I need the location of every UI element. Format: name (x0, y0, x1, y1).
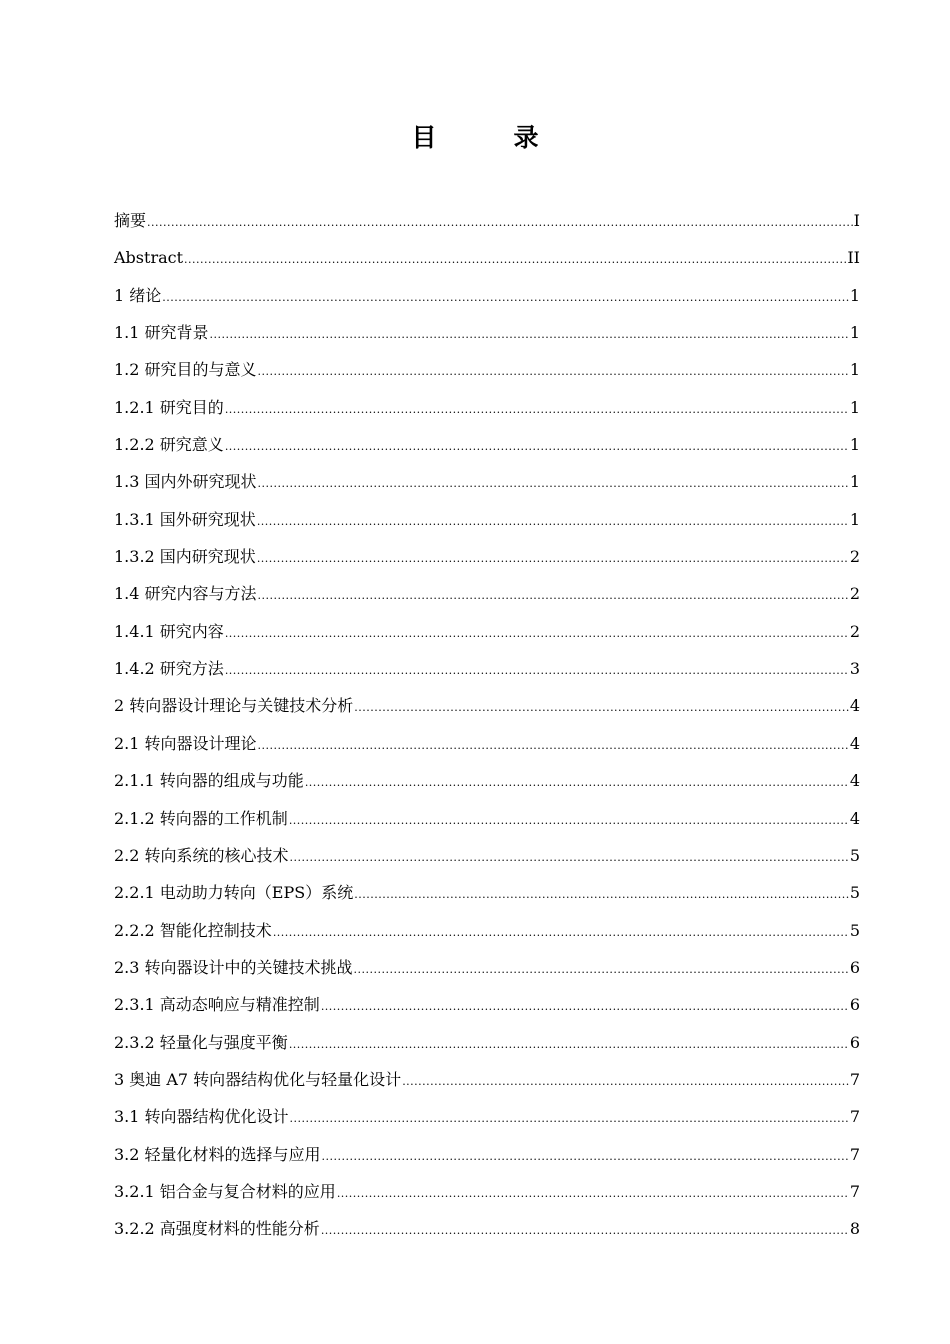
toc-entry[interactable] (114, 1061, 860, 1098)
toc-entry-label: 3.2.1 铝合金与复合材料的应用 (114, 1181, 336, 1201)
toc-entry-page-number: 5 (849, 845, 860, 865)
toc-dot-leader (402, 1063, 849, 1100)
toc-entry[interactable] (114, 1136, 860, 1173)
toc-entry-label: 2.2 转向系统的核心技术 (114, 845, 289, 865)
toc-entry[interactable] (114, 613, 860, 650)
toc-entry-page-number: 1 (849, 323, 860, 343)
toc-entry-label: 3.1 转向器结构优化设计 (114, 1107, 289, 1127)
toc-entry-page-number: 6 (849, 995, 860, 1015)
toc-entry-page-number: 7 (849, 1107, 860, 1127)
toc-entry-label: 1.2 研究目的与意义 (114, 360, 257, 380)
toc-entry[interactable] (114, 426, 860, 463)
toc-entry-page-number: 5 (849, 883, 860, 903)
toc-entry-label: 1.1 研究背景 (114, 323, 209, 343)
toc-entry[interactable] (114, 1173, 860, 1210)
toc-entry[interactable] (114, 463, 860, 500)
toc-entry[interactable] (114, 687, 860, 724)
toc-entry-page-number: 6 (849, 957, 860, 977)
toc-entry-page-number: 7 (849, 1069, 860, 1089)
toc-entry-page-number: 3 (849, 659, 860, 679)
toc-entry[interactable] (114, 949, 860, 986)
toc-entry-label: 1.3.1 国外研究现状 (114, 509, 256, 529)
toc-dot-leader (225, 615, 849, 652)
toc-dot-leader (354, 876, 849, 913)
table-of-contents (114, 202, 860, 1248)
toc-dot-leader (147, 204, 853, 241)
toc-dot-leader (184, 241, 846, 278)
toc-entry[interactable] (114, 314, 860, 351)
toc-entry-page-number: 5 (849, 920, 860, 940)
toc-dot-leader (225, 652, 849, 689)
toc-entry-page-number: I (853, 211, 860, 230)
toc-dot-leader (321, 988, 849, 1025)
toc-title: 目 录 (411, 123, 565, 152)
toc-entry-page-number: 6 (849, 1032, 860, 1052)
toc-entry-page-number: 4 (849, 771, 860, 791)
toc-entry-label: 1.2.1 研究目的 (114, 397, 224, 417)
toc-entry-page-number: 1 (849, 509, 860, 529)
toc-entry-page-number: II (847, 248, 860, 268)
toc-entry[interactable] (114, 277, 860, 314)
toc-entry[interactable] (114, 986, 860, 1023)
toc-entry-page-number: 2 (849, 621, 860, 641)
toc-entry[interactable] (114, 800, 860, 837)
toc-entry-label: 1.4.2 研究方法 (114, 659, 224, 679)
toc-dot-leader (258, 353, 849, 390)
toc-dot-leader (257, 540, 849, 577)
toc-entry-label: 2.2.1 电动助力转向（EPS）系统 (114, 883, 354, 903)
toc-entry-label: 1.4 研究内容与方法 (114, 584, 257, 604)
toc-entry-page-number: 1 (849, 472, 860, 492)
toc-dot-leader (337, 1175, 849, 1212)
toc-entry-label: 2.3.1 高动态响应与精准控制 (114, 995, 320, 1015)
toc-entry-label: 2.2.2 智能化控制技术 (114, 920, 272, 940)
toc-dot-leader (305, 764, 849, 801)
toc-entry[interactable] (114, 874, 860, 911)
toc-dot-leader (225, 391, 849, 428)
toc-entry-label: 2.1.1 转向器的组成与功能 (114, 771, 304, 791)
toc-entry-label: 1 绪论 (114, 285, 162, 305)
toc-entry[interactable] (114, 1210, 860, 1247)
toc-entry-label: 摘要 (114, 211, 147, 230)
toc-entry[interactable] (114, 762, 860, 799)
toc-entry[interactable] (114, 725, 860, 762)
toc-entry[interactable] (114, 1024, 860, 1061)
toc-dot-leader (290, 1100, 849, 1137)
toc-entry[interactable] (114, 389, 860, 426)
toc-entry[interactable] (114, 239, 860, 276)
toc-entry-label: 3 奥迪 A7 转向器结构优化与轻量化设计 (114, 1069, 402, 1089)
toc-entry-page-number: 1 (849, 285, 860, 305)
toc-entry-label: 2.3 转向器设计中的关键技术挑战 (114, 957, 353, 977)
toc-entry-label: 3.2.2 高强度材料的性能分析 (114, 1219, 320, 1239)
toc-entry-page-number: 4 (849, 696, 860, 716)
toc-dot-leader (354, 689, 849, 726)
toc-entry[interactable] (114, 202, 860, 239)
toc-entry-label: 2.3.2 轻量化与强度平衡 (114, 1032, 288, 1052)
toc-entry[interactable] (114, 351, 860, 388)
toc-entry[interactable] (114, 538, 860, 575)
toc-entry-page-number: 4 (849, 733, 860, 753)
toc-entry-label: Abstract (114, 248, 184, 268)
toc-entry-page-number: 1 (849, 397, 860, 417)
toc-entry-label: 2.1 转向器设计理论 (114, 733, 257, 753)
toc-dot-leader (210, 316, 849, 353)
toc-entry-page-number: 2 (849, 584, 860, 604)
toc-entry-page-number: 7 (849, 1144, 860, 1164)
toc-entry-label: 1.2.2 研究意义 (114, 435, 224, 455)
toc-entry-page-number: 1 (849, 360, 860, 380)
toc-dot-leader (354, 951, 849, 988)
toc-entry-label: 1.4.1 研究内容 (114, 621, 224, 641)
toc-entry[interactable] (114, 912, 860, 949)
toc-entry-page-number: 7 (849, 1181, 860, 1201)
toc-entry-label: 1.3.2 国内研究现状 (114, 547, 256, 567)
toc-entry-label: 3.2 轻量化材料的选择与应用 (114, 1144, 321, 1164)
toc-dot-leader (257, 503, 849, 540)
toc-dot-leader (258, 727, 849, 764)
toc-entry-page-number: 8 (849, 1219, 860, 1239)
toc-entry[interactable] (114, 650, 860, 687)
toc-entry-page-number: 1 (849, 435, 860, 455)
toc-entry-page-number: 4 (849, 808, 860, 828)
toc-dot-leader (162, 279, 849, 316)
toc-entry-label: 1.3 国内外研究现状 (114, 472, 257, 492)
toc-dot-leader (289, 802, 849, 839)
toc-entry[interactable] (114, 837, 860, 874)
toc-dot-leader (258, 465, 849, 502)
toc-dot-leader (290, 839, 849, 876)
toc-dot-leader (225, 428, 849, 465)
toc-entry-page-number: 2 (849, 547, 860, 567)
toc-entry[interactable] (114, 575, 860, 612)
toc-dot-leader (321, 1212, 849, 1249)
toc-dot-leader (273, 914, 849, 951)
toc-entry[interactable] (114, 501, 860, 538)
toc-dot-leader (322, 1138, 849, 1175)
toc-dot-leader (289, 1026, 849, 1063)
toc-entry-label: 2 转向器设计理论与关键技术分析 (114, 696, 354, 716)
toc-dot-leader (258, 577, 849, 614)
toc-entry[interactable] (114, 1098, 860, 1135)
toc-entry-label: 2.1.2 转向器的工作机制 (114, 808, 288, 828)
